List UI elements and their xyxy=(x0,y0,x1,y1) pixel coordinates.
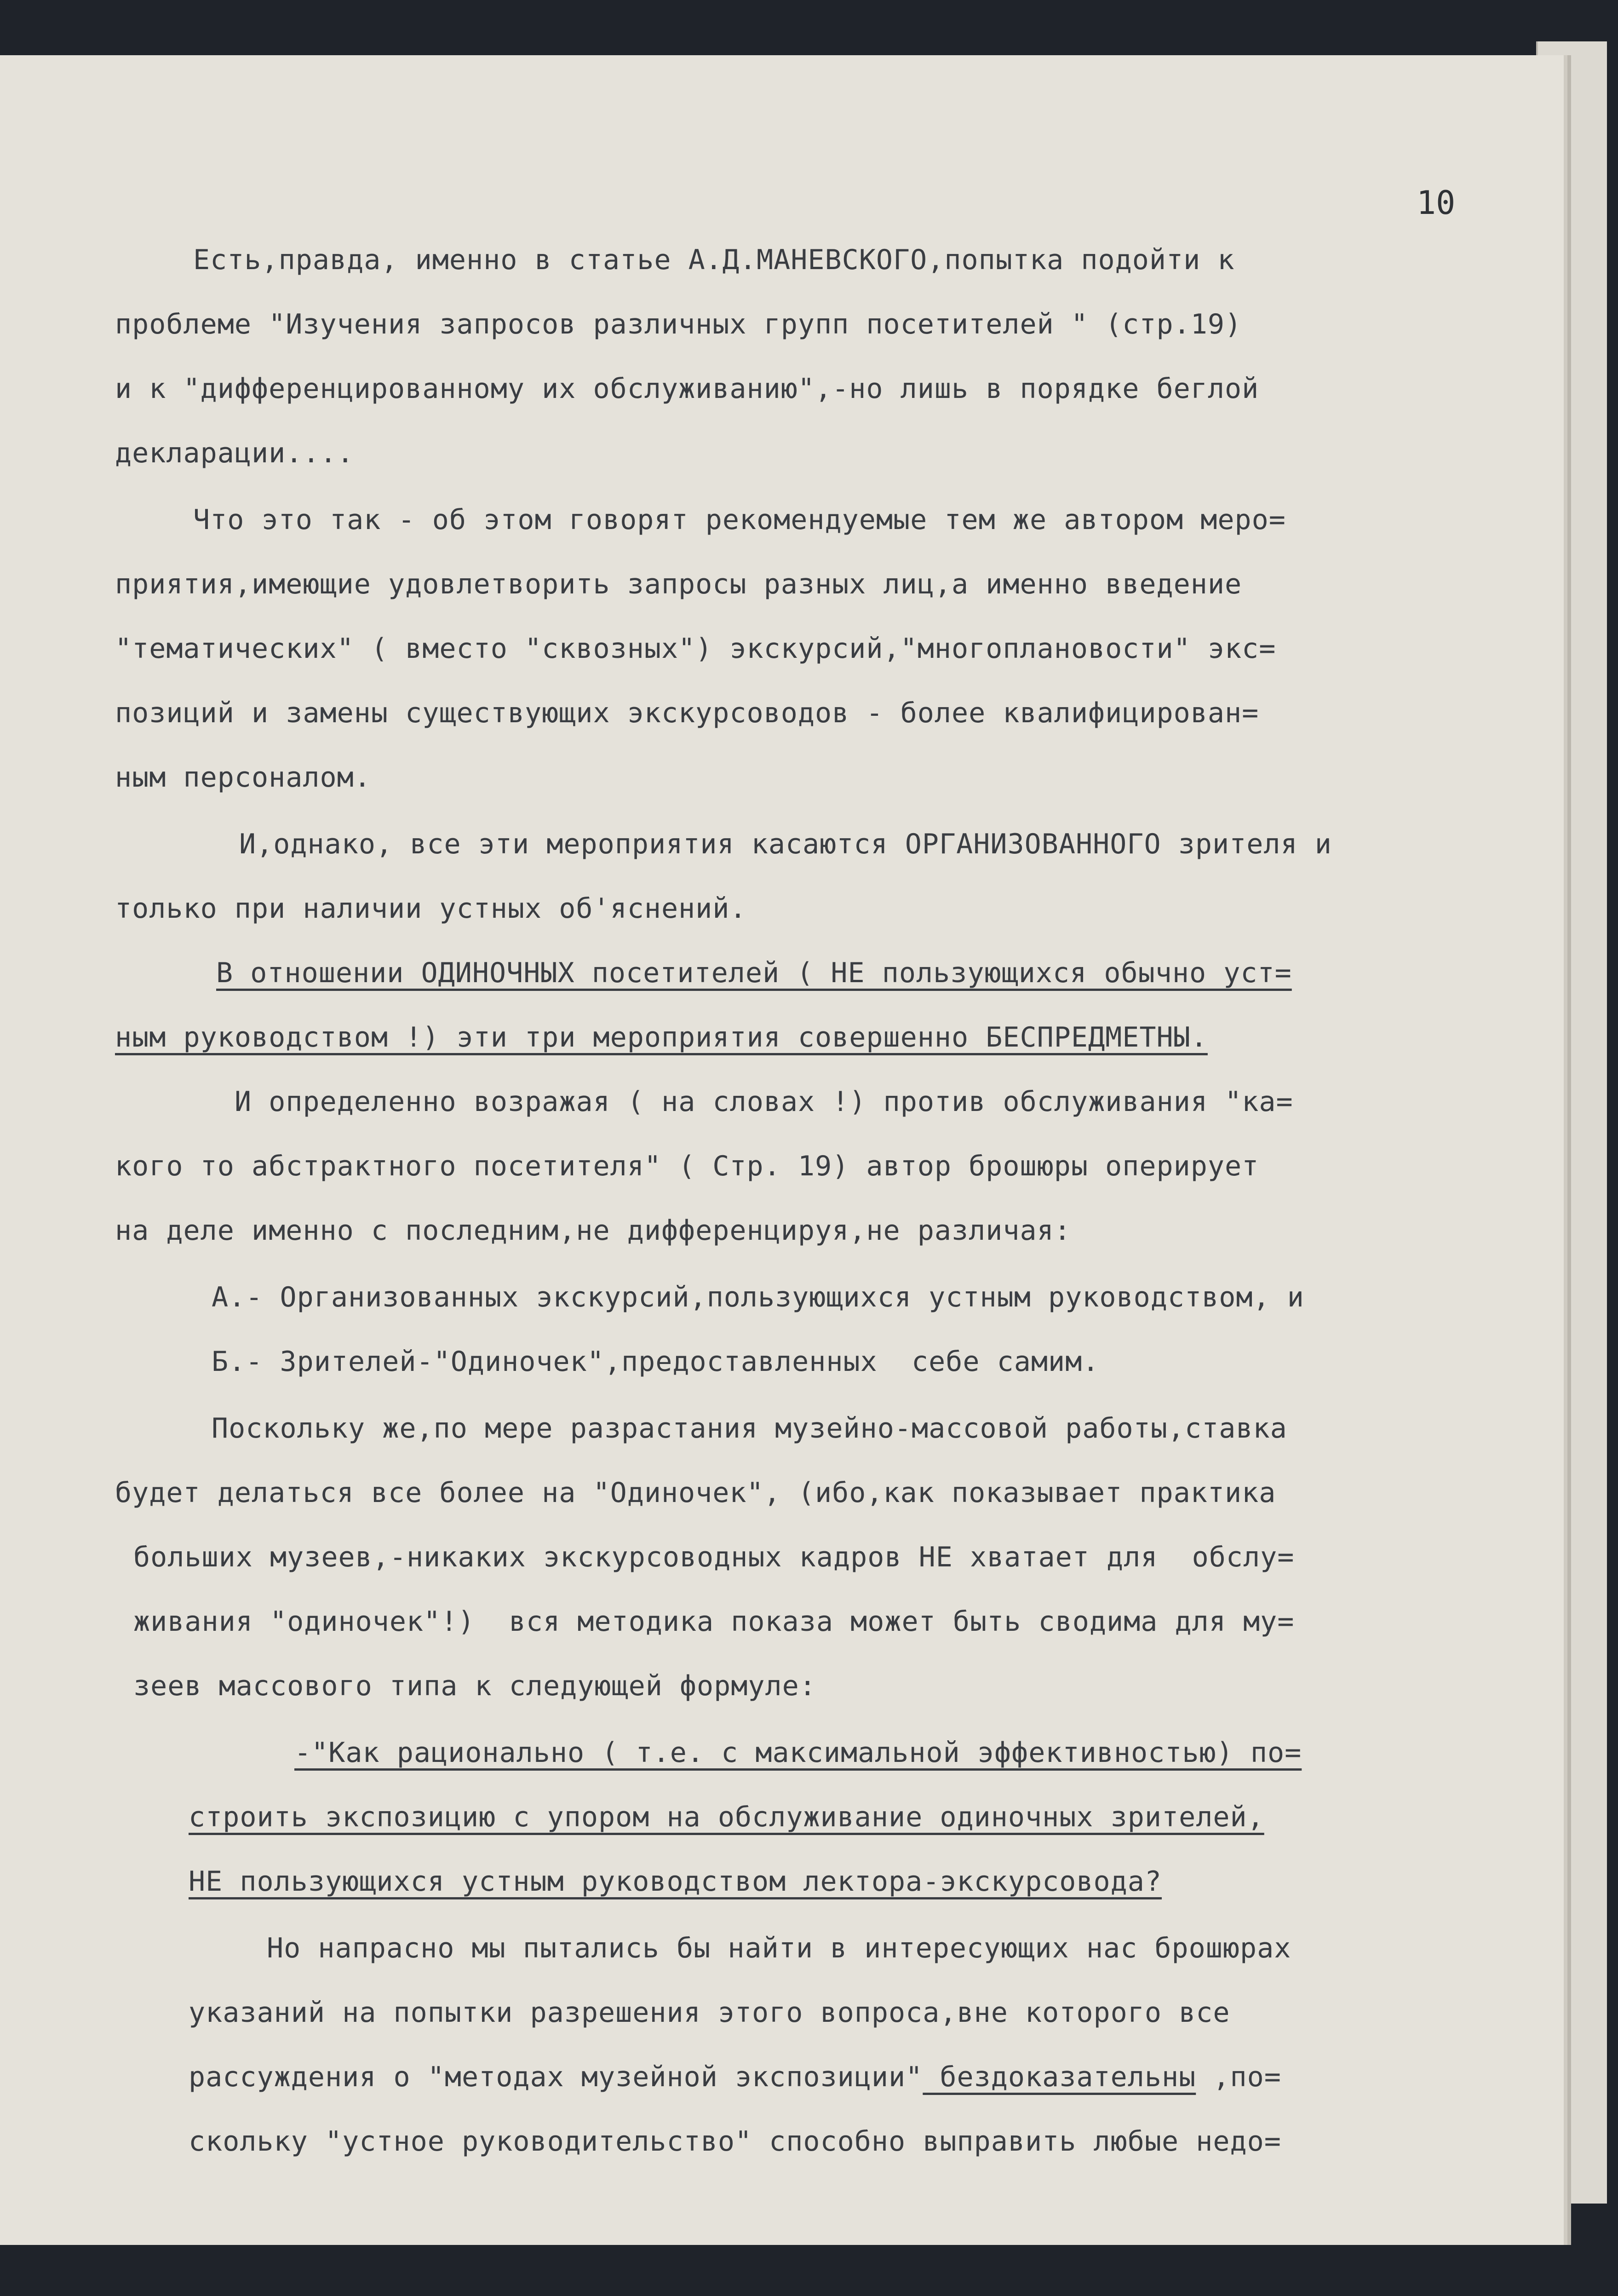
text-line: Что это так - об этом говорят рекомендуемые тем же автором меро= xyxy=(193,504,1286,536)
text-segment: ,по= xyxy=(1196,2061,1281,2093)
text-line: указаний на попытки разрешения этого вопроса,вне которого все xyxy=(189,1997,1230,2029)
text-line: "тематических" ( вместо "сквозных") экскурсий,"многоплановости" экс= xyxy=(115,633,1276,665)
text-line: позиций и замены существующих экскурсоводов - более квалифицирован= xyxy=(115,697,1259,729)
text-line: на деле именно с последним,не дифференцируя,не различая: xyxy=(115,1214,1071,1247)
text-line: Поскольку же,по мере разрастания музейно-массовой работы,ставка xyxy=(212,1412,1287,1444)
text-line: И,однако, все эти мероприятия касаются ОРГАНИЗОВАННОГО зрителя и xyxy=(239,828,1332,860)
text-line: кого то абстрактного посетителя" ( Стр. 19) автор брошюры оперирует xyxy=(115,1150,1259,1182)
text-line: и к "дифференцированному их обслуживанию",-но лишь в порядке беглой xyxy=(115,373,1259,405)
text-line: ным персоналом. xyxy=(115,761,371,794)
underlined-text-line: НЕ пользующихся устным руководством лектора-экскурсовода? xyxy=(189,1865,1162,1898)
underlined-text-line: строить экспозицию с упором на обслуживание одиночных зрителей, xyxy=(189,1801,1264,1833)
text-line: Но напрасно мы пытались бы найти в интересующих нас брошюрах xyxy=(267,1932,1291,1964)
text-line: скольку "устное руководительство" способно выправить любые недо= xyxy=(189,2125,1281,2158)
text-line: И определенно возражая ( на словах !) против обслуживания "ка= xyxy=(235,1086,1293,1118)
underlined-text-line: ным руководством !) эти три мероприятия совершенно БЕСПРЕДМЕТНЫ. xyxy=(115,1021,1208,1053)
text-line: будет делаться все более на "Одиночек", (ибо,как показывает практика xyxy=(115,1477,1276,1509)
text-segment: рассуждения о "методах музейной экспозиции" xyxy=(189,2061,923,2093)
text-line: приятия,имеющие удовлетворить запросы разных лиц,а именно введение xyxy=(115,568,1242,600)
document-page xyxy=(0,55,1564,2245)
text-line: больших музеев,-никаких экскурсоводных кадров НЕ хватает для обслу= xyxy=(133,1541,1295,1573)
underlined-text-segment: бездоказательны xyxy=(923,2061,1196,2093)
text-line: только при наличии устных об'яснений. xyxy=(115,892,747,925)
underlined-text-line: В отношении ОДИНОЧНЫХ посетителей ( НЕ пользующихся обычно уст= xyxy=(216,957,1292,989)
text-line xyxy=(189,2061,1281,2093)
text-line: Есть,правда, именно в статье А.Д.МАНЕВСКОГО,попытка подойти к xyxy=(193,244,1235,276)
text-line: проблеме "Изучения запросов различных групп посетителей " (стр.19) xyxy=(115,308,1242,340)
underlined-text-line: -"Как рационально ( т.е. с максимальной эффективностью) по= xyxy=(294,1737,1302,1769)
text-line: зеев массового типа к следующей формуле: xyxy=(133,1670,816,1702)
list-item-a: А.- Организованных экскурсий,пользующихся устным руководством, и xyxy=(212,1281,1304,1313)
list-item-b: Б.- Зрителей-"Одиночек",предоставленных себе самим. xyxy=(212,1346,1100,1378)
text-line: живания "одиночек"!) вся методика показа может быть сводима для му= xyxy=(133,1605,1295,1638)
text-line: декларации.... xyxy=(115,437,354,469)
page-number: 10 xyxy=(1417,184,1456,222)
